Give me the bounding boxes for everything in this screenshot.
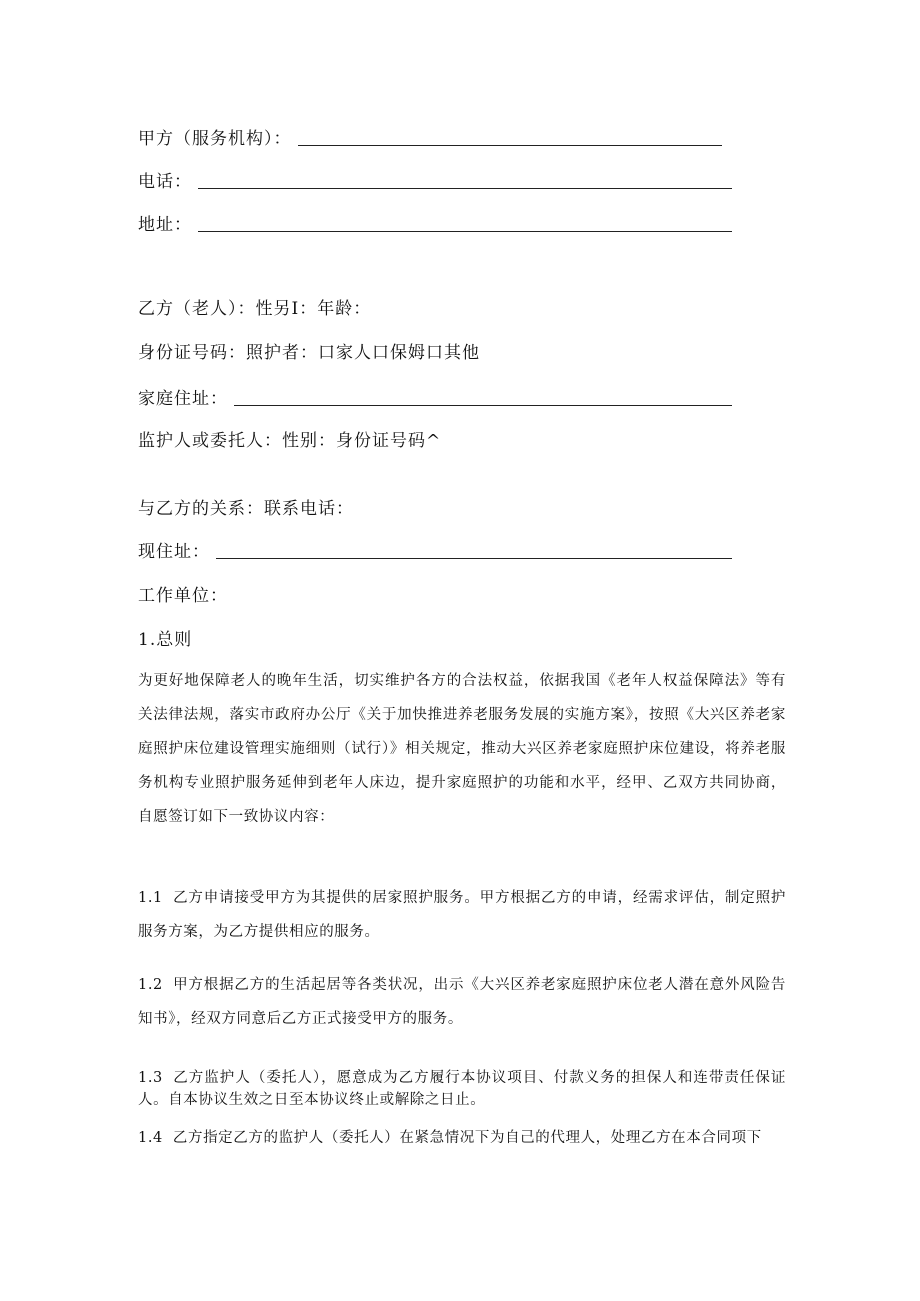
party-a-blank[interactable] [298,144,722,146]
home-address-label: 家庭住址： [138,389,228,409]
phone-label: 电话： [138,172,192,192]
clause-text: 乙方监护人（委托人），愿意成为乙方履行本协议项目、付款义务的担保人和连带责任保证人。自本协议生效之日至本协议终止或解除之日止。 [138,1070,786,1108]
address-blank[interactable] [198,230,732,232]
id-caregiver-line: 身份证号码：照护者：口家人口保姆口其他 [138,343,480,363]
clause-1-2 [138,968,786,1036]
party-a-field [138,124,722,149]
section-title: 1.总则 [138,630,193,650]
party-a-label: 甲方（服务机构）： [138,129,292,149]
guardian-line: 监护人或委托人：性别：身份证号码^ [138,431,442,451]
address-label: 地址： [138,215,192,235]
party-b-line: 乙方（老人）：性另I：年龄： [138,299,372,319]
clause-1-4 [138,1121,786,1155]
clause-number: 1.3 [138,1070,163,1086]
clause-number: 1.2 [138,977,163,993]
clause-number: 1.1 [138,890,163,906]
intro-paragraph: 为更好地保障老人的晚年生活，切实维护各方的合法权益，依据我国《老年人权益保障法》等有关法律法规，落实市政府办公厅《关于加快推进养老服务发展的实施方案》，按照《大兴区养老家庭照护床位建设管理实施细则（试行）》相关规定，推动大兴区养老家庭照护床位建设，将养老服务机构专业照护服务延伸到老年人床边，提升家庭照护的功能和水平，经甲、乙双方共同协商，自愿签订如下一致协议内容： [138,673,786,825]
address-field [138,210,732,235]
clause-text: 乙方申请接受甲方为其提供的居家照护服务。甲方根据乙方的申请，经需求评估，制定照护服务方案，为乙方提供相应的服务。 [138,890,786,940]
clause-text: 甲方根据乙方的生活起居等各类状况，出示《大兴区养老家庭照护床位老人潜在意外风险告知书》，经双方同意后乙方正式接受甲方的服务。 [138,977,786,1027]
work-unit-line: 工作单位： [138,586,228,606]
phone-field [138,167,732,192]
home-address-field [138,384,732,409]
relation-line: 与乙方的关系：联系电话： [138,499,354,519]
home-address-blank[interactable] [234,404,732,406]
clause-number: 1.4 [138,1130,163,1146]
phone-blank[interactable] [198,187,732,189]
current-address-label: 现住址： [138,542,210,562]
clause-1-3 [138,1067,786,1111]
current-address-field [138,537,732,562]
clause-text: 乙方指定乙方的监护人（委托人）在紧急情况下为自己的代理人，处理乙方在本合同项下 [172,1130,762,1146]
current-address-blank[interactable] [216,557,732,559]
clause-1-1 [138,881,786,949]
